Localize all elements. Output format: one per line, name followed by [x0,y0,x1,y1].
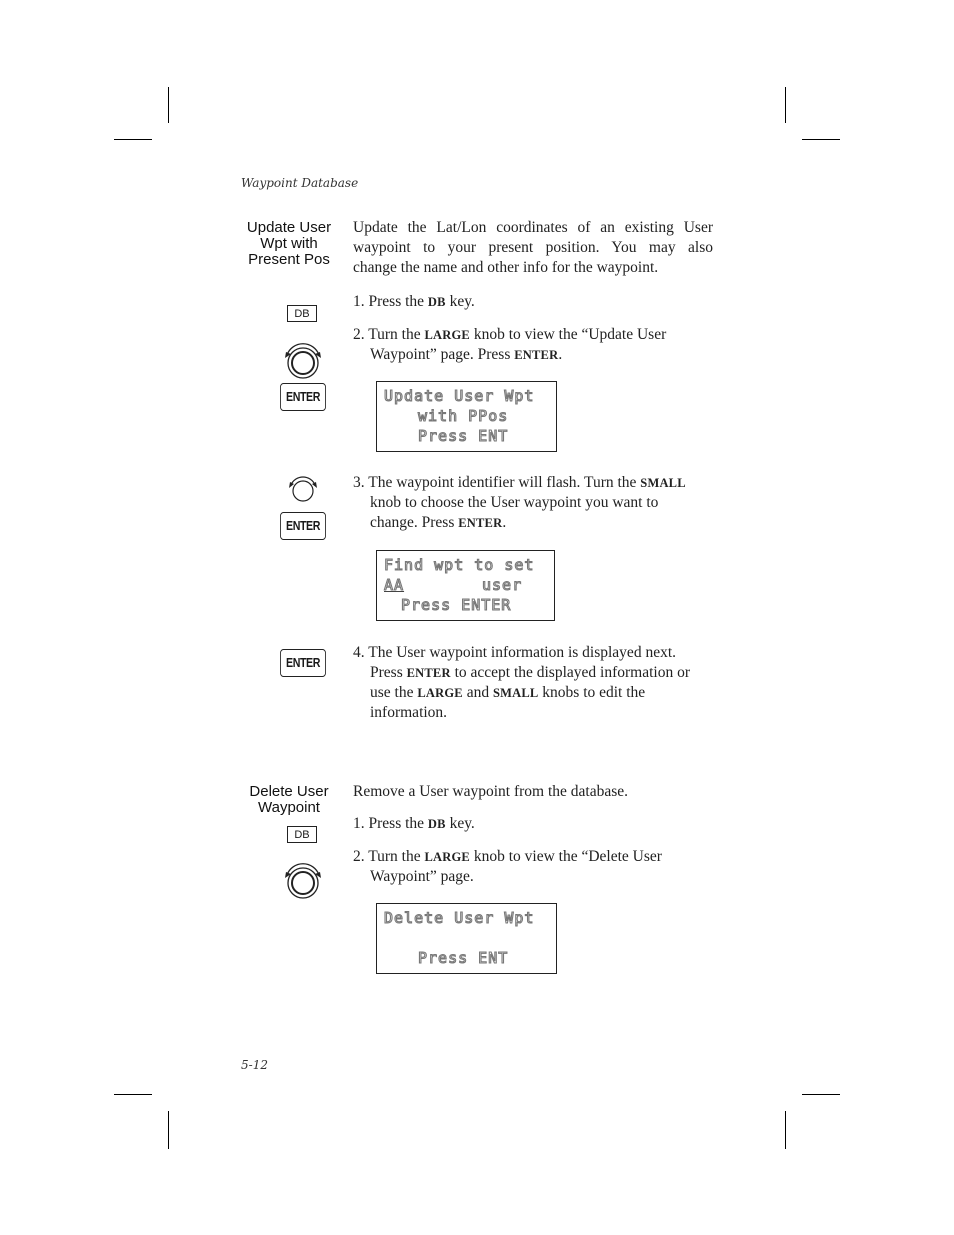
section-title-line: Waypoint [258,799,320,816]
key-name: SMALL [492,686,539,700]
step-text: change. Press [370,514,459,531]
key-name: DB [427,817,446,831]
crop-mark [802,139,840,140]
step-2 [353,325,713,365]
crop-mark [114,139,152,140]
key-name: ENTER [514,348,559,362]
key-name: ENTER [458,516,503,530]
lcd-line: Update User Wpt [384,387,535,405]
step-text: to accept the displayed information or [450,664,690,681]
step-text: key. [445,293,475,310]
enter-key-icon: ENTER [280,512,326,540]
section-title-delete-user-waypoint [236,784,342,816]
key-name: LARGE [424,328,470,342]
step-text: knob to choose the User waypoint you want to [370,494,659,511]
lcd-line: Delete User Wpt [384,909,535,927]
lcd-line: Press ENTER [401,596,512,614]
step-text: Waypoint” page. Press [370,346,515,363]
step-2 [353,847,713,887]
step-text: Press [370,664,407,681]
step-1 [353,814,713,834]
key-name: LARGE [424,850,470,864]
step-3 [353,473,723,533]
step-text: knob to view the “Update User [469,326,667,343]
section-title-line: Wpt with [260,235,318,252]
intro-line: change the name and other info for the waypoint. [353,259,659,276]
lcd-update-user-wpt-screen [376,381,557,452]
lcd-line: Find wpt to set [384,556,535,574]
large-knob-icon [282,861,324,901]
key-name: LARGE [417,686,463,700]
step-text: 4. The User waypoint information is displayed next. [353,644,677,661]
section-title-update-user-wpt [236,220,342,268]
large-knob-icon [282,341,324,381]
lcd-find-wpt-screen [376,550,555,621]
step-text: 2. Turn the [353,326,425,343]
lcd-waypoint-id: AA [384,576,405,594]
lcd-line: Press ENT [418,949,509,967]
step-text: knobs to edit the [538,684,646,701]
page-number: 5-12 [241,1058,268,1072]
step-text: 2. Turn the [353,848,425,865]
key-name: ENTER [406,666,451,680]
crop-mark [785,1111,786,1149]
db-key-icon: DB [287,305,317,322]
step-4 [353,643,723,723]
step-text: use the [370,684,418,701]
lcd-line: with PPos [418,407,509,425]
lcd-waypoint-type: user [482,576,523,594]
key-name: SMALL [640,476,686,490]
lcd-line: Press ENT [418,427,509,445]
step-text: 1. Press the [353,293,428,310]
enter-key-icon: ENTER [280,383,326,411]
crop-mark [114,1094,152,1095]
step-text: key. [445,815,475,832]
step-text: . [558,346,563,363]
section-intro: Remove a User waypoint from the database. [353,783,629,800]
step-text: information. [370,704,448,721]
section-intro [353,218,713,278]
step-text: 1. Press the [353,815,428,832]
small-knob-icon [285,474,321,504]
section-title-line: Present Pos [248,251,330,268]
db-key-icon: DB [287,826,317,843]
enter-key-icon: ENTER [280,649,326,677]
running-header: Waypoint Database [241,176,359,190]
intro-line: Update the Lat/Lon coordinates of an existing User [353,219,713,236]
section-title-line: Delete User [249,783,329,800]
step-1 [353,292,713,312]
crop-mark [168,87,169,123]
lcd-delete-user-wpt-screen [376,903,557,974]
crop-mark [802,1094,840,1095]
crop-mark [168,1111,169,1149]
step-text: Waypoint” page. [370,868,474,885]
crop-mark [785,87,786,123]
intro-line: waypoint to your present position. You may also [353,239,713,256]
section-title-line: Update User [246,219,332,236]
step-text: and [462,684,493,701]
step-text: knob to view the “Delete User [469,848,662,865]
step-text: 3. The waypoint identifier will flash. Turn the [353,474,641,491]
step-text: . [502,514,507,531]
key-name: DB [427,295,446,309]
